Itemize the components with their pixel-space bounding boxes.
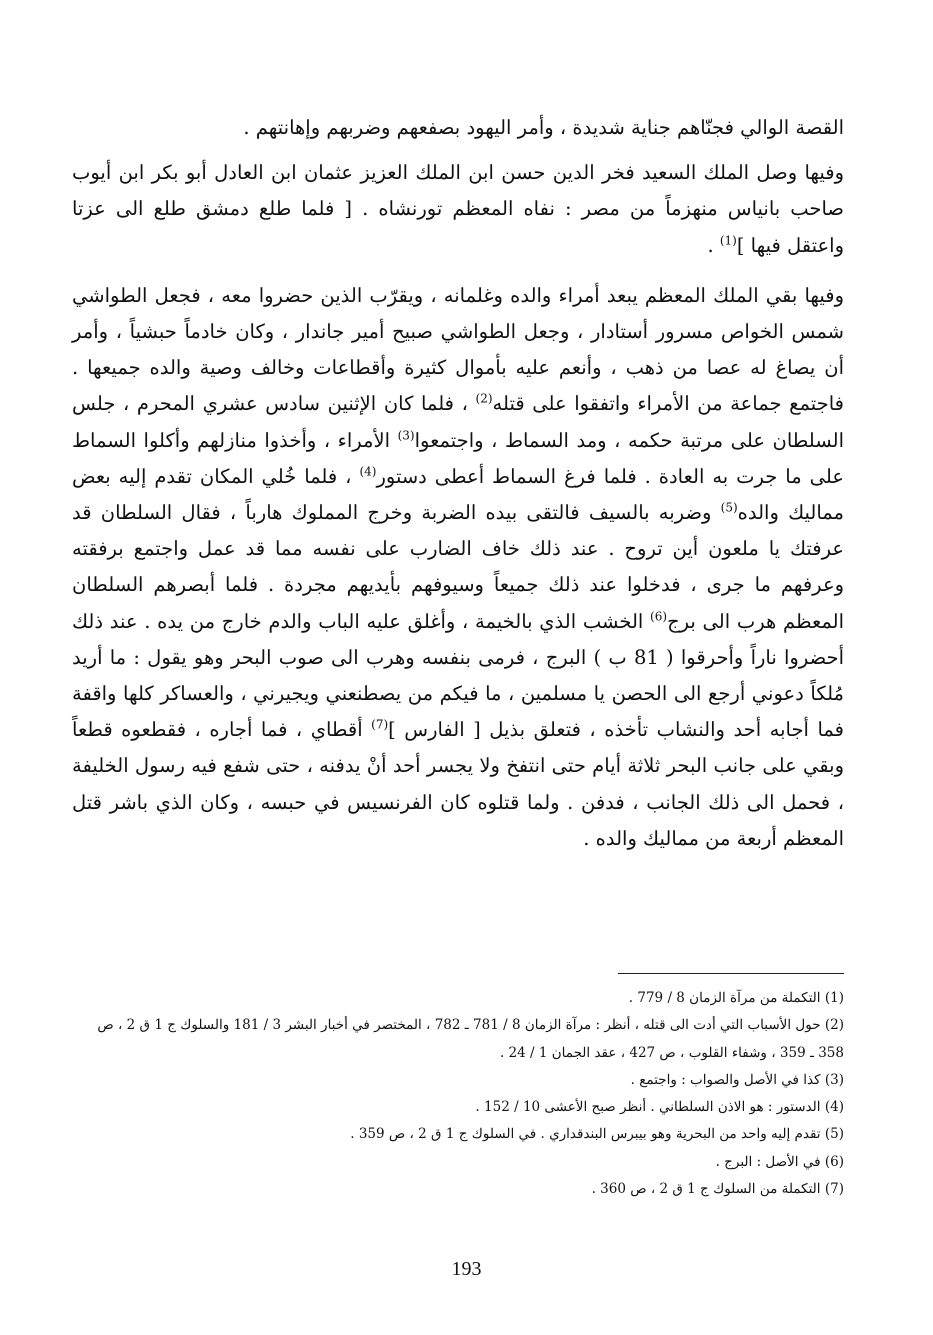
footnote-7: (7) التكملة من السلوك ج 1 ق 2 ، ص 360 .	[591, 1181, 844, 1198]
footnote-4: (4) الدستور : هو الاذن السلطاني . أنظر صبح الأعشى 10 / 152 .	[475, 1099, 844, 1116]
note-ref-4: (4)	[359, 464, 377, 479]
footnote-1: (1) التكملة من مرآة الزمان 8 / 779 .	[628, 990, 844, 1006]
footnotes	[72, 985, 844, 1203]
footnote-6: (6) في الأصل : البرج .	[715, 1153, 844, 1170]
note-ref-6: (6)	[650, 609, 668, 624]
footnote-2: (2) حول الأسباب التي أدت الى قتله ، أنظر : مرآة الزمان 8 / 781 ـ 782 ، المختصر في أخبار البشر 3 / 181 والسلوك ج 1 ق 2 ، ص 358 ـ 359 ، وشفاء القلوب ، ص 427 ، عقد الجمان 1 / 24 .	[97, 1017, 844, 1061]
footnote-5: (5) تقدم إليه واحد من البحرية وهو بيبرس البندقداري . في السلوك ج 1 ق 2 ، ص 359 .	[350, 1126, 844, 1143]
paragraph-3: وفيها بقي الملك المعظم يبعد أمراء والده وغلمانه ، ويقرّب الذين حضروا معه ، فجعل الطواشي شمس الخواص مسرور أستادار ، وجعل الطواشي صبيح أمير جاندار ، وكان خادماً حبشياً ، وأمر أن يصاغ له عصا من ذهب ، وأنعم عليه بأموال كثيرة وأقطاعات وخالف وصية والده جميعها . فاجتمع جماعة من الأمراء واتفقوا على قتله$^{(2)}$ ، فلما كان الإثنين سادس عشري المحرم ، جلس السلطان على مرتبة حكمه ، ومد السماط ، واجتمعوا$^{(3)}$ الأمراء ، وأخذوا منازلهم وأكلوا السماط على ما جرت به العادة . فلما فرغ السماط أعطى دستور$^{(4)}$ ، فلما خُلي المكان تقدم إليه بعض مماليك والده$^{(5)}$ وضربه بالسيف فالتقى بيده الضربة وخرج المملوك هارباً ، فقال السلطان قد عرفتك يا ملعون أين تروح . عند ذلك خاف الضارب على نفسه مما قد عمل واجتمع برفقته وعرفهم ما جرى ، فدخلوا عند ذلك جميعاً وسيوفهم بأيديهم مجردة . فلما أبصرهم السلطان المعظم هرب الى برج$^{(6)}$ الخشب الذي بالخيمة ، وأغلق عليه الباب والدم خارج من يده . عند ذلك أحضروا ناراً وأحرقوا ( 81 ب ) البرج ، فرمى بنفسه وهرب الى صوب البحر وهو يقول : ما أريد مُلكاً دعوني أرجع الى الحصن يا مسلمين ، ما فيكم من يصطنعني ويجيرني ، والعساكر كلها واقفة فما أجابه أحد والنشاب تأخذه ، فتعلق بذيل [ الفارس ]$^{(7)}$ أقطاي ، فما أجاره ، فقطعوه قطعاً وبقي على جانب البحر ثلاثة أيام حتى انتفخ ولا يجسر أحد أنْ يدفنه ، حتى شفع فيه رسول الخليفة ، فحمل الى ذلك الجانب ، فدفن . ولما قتلوه كان الفرنسيس في حبسه ، وكان الذي باشر قتل المعظم أربعة من مماليك والده .	[72, 283, 845, 850]
note-ref-1: (1)	[719, 233, 737, 248]
note-ref-7: (7)	[371, 717, 389, 732]
note-ref-3: (3)	[397, 428, 415, 443]
note-ref-5: (5)	[720, 500, 738, 515]
main-text	[72, 110, 844, 857]
paragraph-1: القصة الوالي فجنّاهم جناية شديدة ، وأمر اليهود بصفعهم وضربهم وإهانتهم .	[243, 116, 844, 139]
page-number: 193	[451, 1258, 482, 1280]
paragraph-2: وفيها وصل الملك السعيد فخر الدين حسن ابن الملك العزيز عثمان ابن العادل أبو بكر ابن أيوب صاحب بانياس منهزماً من مصر : نفاه المعظم تورنشاه . [ فلما طلع دمشق طلع الى عزتا واعتقل فيها ]$^{(1)}$ .	[72, 161, 844, 257]
footnote-divider	[618, 973, 844, 974]
footnote-3: (3) كذا في الأصل والصواب : واجتمع .	[630, 1071, 844, 1088]
note-ref-2: (2)	[475, 391, 493, 406]
